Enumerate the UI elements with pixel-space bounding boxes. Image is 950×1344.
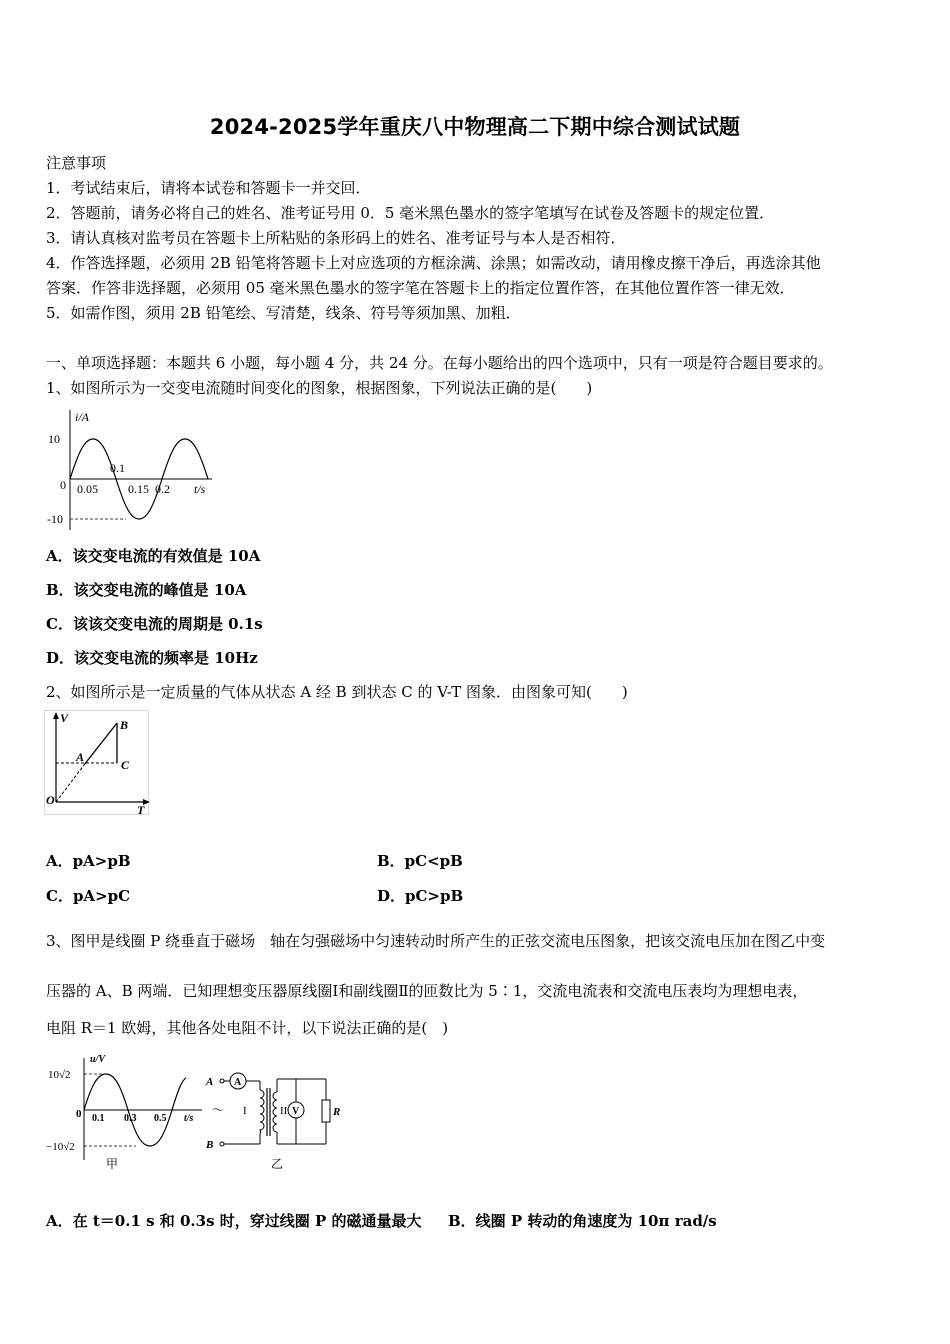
coil-1-label: I bbox=[243, 1105, 247, 1117]
q2-option-d[interactable]: D．pC>pB bbox=[377, 887, 464, 905]
q2-option-c[interactable]: C．pA>pC bbox=[46, 887, 131, 905]
x-tick: 0.5 bbox=[154, 1113, 167, 1124]
notice-item: 答案．作答非选择题，必须用 05 毫米黑色墨水的签字笔在答题卡上的指定位置作答，在其他位置作答一律无效． bbox=[46, 279, 795, 297]
y-tick-top: 10 bbox=[48, 432, 60, 446]
coil-2-label: II bbox=[280, 1105, 288, 1117]
page-title: 2024-2025学年重庆八中物理高二下期中综合测试试题 bbox=[209, 115, 741, 139]
x-axis-label: t/s bbox=[194, 482, 206, 496]
notice-item: 5．如需作图，须用 2B 铅笔绘、写清楚，线条、符号等须加黑、加粗． bbox=[46, 304, 521, 322]
state-a-label: A bbox=[76, 750, 85, 764]
y-tick-bottom: -10 bbox=[47, 512, 63, 526]
q2-vt-graph bbox=[44, 710, 154, 820]
figure-caption-jia: 甲 bbox=[106, 1157, 119, 1171]
q1-current-graph bbox=[44, 406, 214, 530]
q1-option-a[interactable]: A．该交变电流的有效值是 10A bbox=[46, 547, 261, 565]
q1-option-c[interactable]: C．该该交变电流的周期是 0.1s bbox=[46, 615, 263, 633]
question-3-stem: 3、图甲是线圈 P 绕垂直于磁场 轴在匀强磁场中匀速转动时所产生的正弦交流电压图象，把该交流电压加在图乙中变 bbox=[46, 932, 826, 950]
terminal-a bbox=[220, 1079, 224, 1083]
q2-option-b[interactable]: B．pC<pB bbox=[377, 852, 463, 870]
resistor-label: R bbox=[333, 1106, 341, 1118]
origin-label: 0 bbox=[60, 478, 66, 492]
x-axis-label: t/s bbox=[184, 1113, 194, 1124]
q3-voltage-graph bbox=[44, 1050, 204, 1176]
notice-item: 2．答题前，请务必将自己的姓名、准考证号用 0．5 毫米黑色墨水的签字笔填写在试卷及答题卡的规定位置． bbox=[46, 204, 775, 222]
x-tick: 0.15 bbox=[128, 482, 149, 496]
extension-line bbox=[56, 765, 84, 802]
notice-item: 3．请认真核对监考员在答题卡上所粘贴的条形码上的姓名、准考证号与本人是否相符． bbox=[46, 229, 626, 247]
figure-caption-yi: 乙 bbox=[271, 1157, 284, 1171]
state-b-label: B bbox=[120, 718, 129, 732]
terminal-b-label: B bbox=[206, 1139, 214, 1151]
primary-coil bbox=[260, 1090, 264, 1134]
terminal-a-label: A bbox=[206, 1076, 214, 1088]
x-tick: 0.2 bbox=[155, 482, 170, 496]
voltmeter-label: V bbox=[292, 1106, 300, 1117]
resistor bbox=[322, 1100, 330, 1122]
question-2-stem: 2、如图所示是一定质量的气体从状态 A 经 B 到状态 C 的 V-T 图象．由图象可知( ) bbox=[46, 683, 628, 701]
q3-option-b[interactable]: B．线圈 P 转动的角速度为 10π rad/s bbox=[448, 1212, 717, 1230]
terminal-b bbox=[220, 1142, 224, 1146]
q1-option-d[interactable]: D．该交变电流的频率是 10Hz bbox=[46, 649, 258, 667]
origin-label: 0 bbox=[76, 1108, 82, 1120]
q3-transformer-circuit bbox=[204, 1062, 354, 1174]
q2-option-a[interactable]: A．pA>pB bbox=[46, 852, 131, 870]
question-3-stem: 压器的 A、B 两端．已知理想变压器原线圈Ⅰ和副线圈Ⅱ的匝数比为 5∶1，交流电流表和交流电压表均为理想电表， bbox=[46, 982, 808, 1000]
state-c-label: C bbox=[121, 758, 130, 772]
notice-item: 4．作答选择题，必须用 2B 铅笔将答题卡上对应选项的方框涂满、涂黑；如需改动，请用橡皮擦干净后，再选涂其他 bbox=[46, 254, 821, 272]
section-heading: 一、单项选择题：本题共 6 小题，每小题 4 分，共 24 分。在每小题给出的四个选项中，只有一项是符合题目要求的。 bbox=[46, 354, 833, 372]
y-tick-top: 10√2 bbox=[48, 1069, 71, 1081]
q3-option-a[interactable]: A．在 t＝0.1 s 和 0.3s 时，穿过线圈 P 的磁通量最大 bbox=[46, 1212, 422, 1230]
x-tick: 0.05 bbox=[77, 482, 98, 496]
v-label: V bbox=[60, 711, 69, 725]
y-axis-label: u/V bbox=[90, 1054, 106, 1065]
question-1-stem: 1、如图所示为一交变电流随时间变化的图象，根据图象，下列说法正确的是( ) bbox=[46, 379, 593, 397]
process-a-b bbox=[84, 723, 117, 765]
secondary-coil bbox=[273, 1092, 277, 1132]
notice-heading: 注意事项 bbox=[46, 154, 107, 172]
t-label: T bbox=[137, 803, 145, 817]
x-tick: 0.3 bbox=[124, 1113, 137, 1124]
ammeter-label: A bbox=[234, 1077, 242, 1088]
y-tick-bottom: −10√2 bbox=[46, 1141, 75, 1153]
x-tick: 0.1 bbox=[92, 1113, 105, 1124]
question-3-stem: 电阻 R＝1 欧姆，其他各处电阻不计，以下说法正确的是( ) bbox=[46, 1019, 449, 1037]
y-axis-label: i/A bbox=[75, 410, 89, 424]
x-tick: 0.1 bbox=[110, 461, 125, 475]
ac-source-symbol: ～ bbox=[212, 1103, 225, 1117]
notice-item: 1．考试结束后，请将本试卷和答题卡一并交回． bbox=[46, 179, 371, 197]
q1-option-b[interactable]: B．该交变电流的峰值是 10A bbox=[46, 581, 247, 599]
origin-label: O bbox=[46, 793, 55, 807]
